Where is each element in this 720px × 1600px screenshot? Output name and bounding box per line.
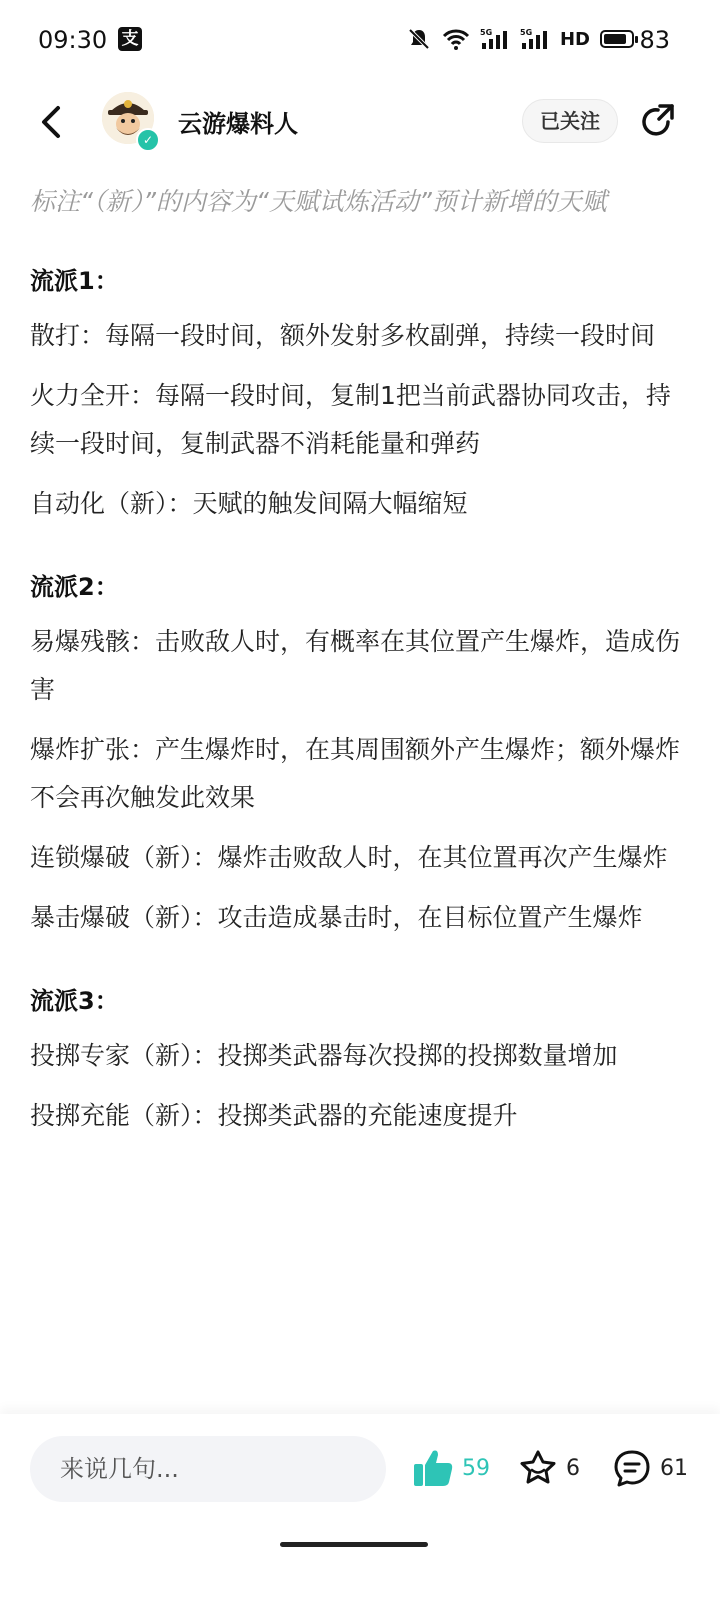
comment-count: 61 [660,1455,688,1481]
signal-5g-icon-2 [520,27,550,51]
mute-icon [406,26,432,52]
talent-item: 投掷充能（新）：投掷类武器的充能速度提升 [30,1101,518,1130]
comment-input[interactable]: 来说几句... [30,1436,386,1502]
comments-button[interactable] [612,1448,688,1488]
post-body [30,178,680,1140]
like-button[interactable] [412,1448,490,1488]
talent-item: 暴击爆破（新）：攻击造成暴击时，在目标位置产生爆炸 [30,903,643,932]
svg-text:5G: 5G [479,28,493,37]
status-bar [0,0,720,80]
talent-item: 散打：每隔一段时间，额外发射多枚副弹，持续一段时间 [30,321,656,350]
signal-5g-icon-1 [480,27,510,51]
talent-item: 连锁爆破（新）：爆炸击败敌人时，在其位置再次产生爆炸 [30,843,668,872]
status-time: 09:30 [38,26,108,54]
back-arrow-icon[interactable] [32,102,72,142]
talent-item: 投掷专家（新）：投掷类武器每次投掷的投掷数量增加 [30,1041,618,1070]
post-header [0,80,720,166]
section-title-1: 流派1： [30,267,119,295]
favorite-button[interactable] [518,1448,580,1488]
like-count: 59 [462,1455,490,1481]
share-icon[interactable] [638,102,678,142]
battery-percent: 83 [639,26,670,54]
battery-fill [604,34,626,44]
verified-icon: ✓ [136,128,160,152]
talent-item: 易爆残骸：击败敌人时，有概率在其位置产生爆炸，造成伤害 [30,627,681,704]
favorite-count: 6 [566,1455,580,1481]
bottom-action-bar [0,1414,720,1600]
talent-item: 自动化（新）：天赋的触发间隔大幅缩短 [30,489,468,518]
svg-text:5G: 5G [519,28,533,37]
section-title-3: 流派3： [30,987,119,1015]
intro-note: 标注“（新）”的内容为“天赋试炼活动”预计新增的天赋 [30,187,607,216]
comment-bubble-icon [612,1448,652,1488]
section-title-2: 流派2： [30,573,119,601]
status-icons [406,24,634,54]
author-name[interactable]: 云游爆料人 [178,110,298,138]
home-indicator[interactable] [280,1542,428,1547]
battery-icon [600,30,634,48]
talent-item: 火力全开：每隔一段时间，复制1把当前武器协同攻击，持续一段时间，复制武器不消耗能量和弹药 [30,381,671,458]
wifi-icon [442,27,470,51]
follow-button[interactable]: 已关注 [522,99,618,143]
alipay-notification-icon: 支 [118,27,142,51]
hd-indicator: HD [559,28,590,50]
star-icon [518,1448,558,1488]
talent-item: 爆炸扩张：产生爆炸时，在其周围额外产生爆炸；额外爆炸不会再次触发此效果 [30,735,681,812]
thumbs-up-icon [412,1448,454,1488]
